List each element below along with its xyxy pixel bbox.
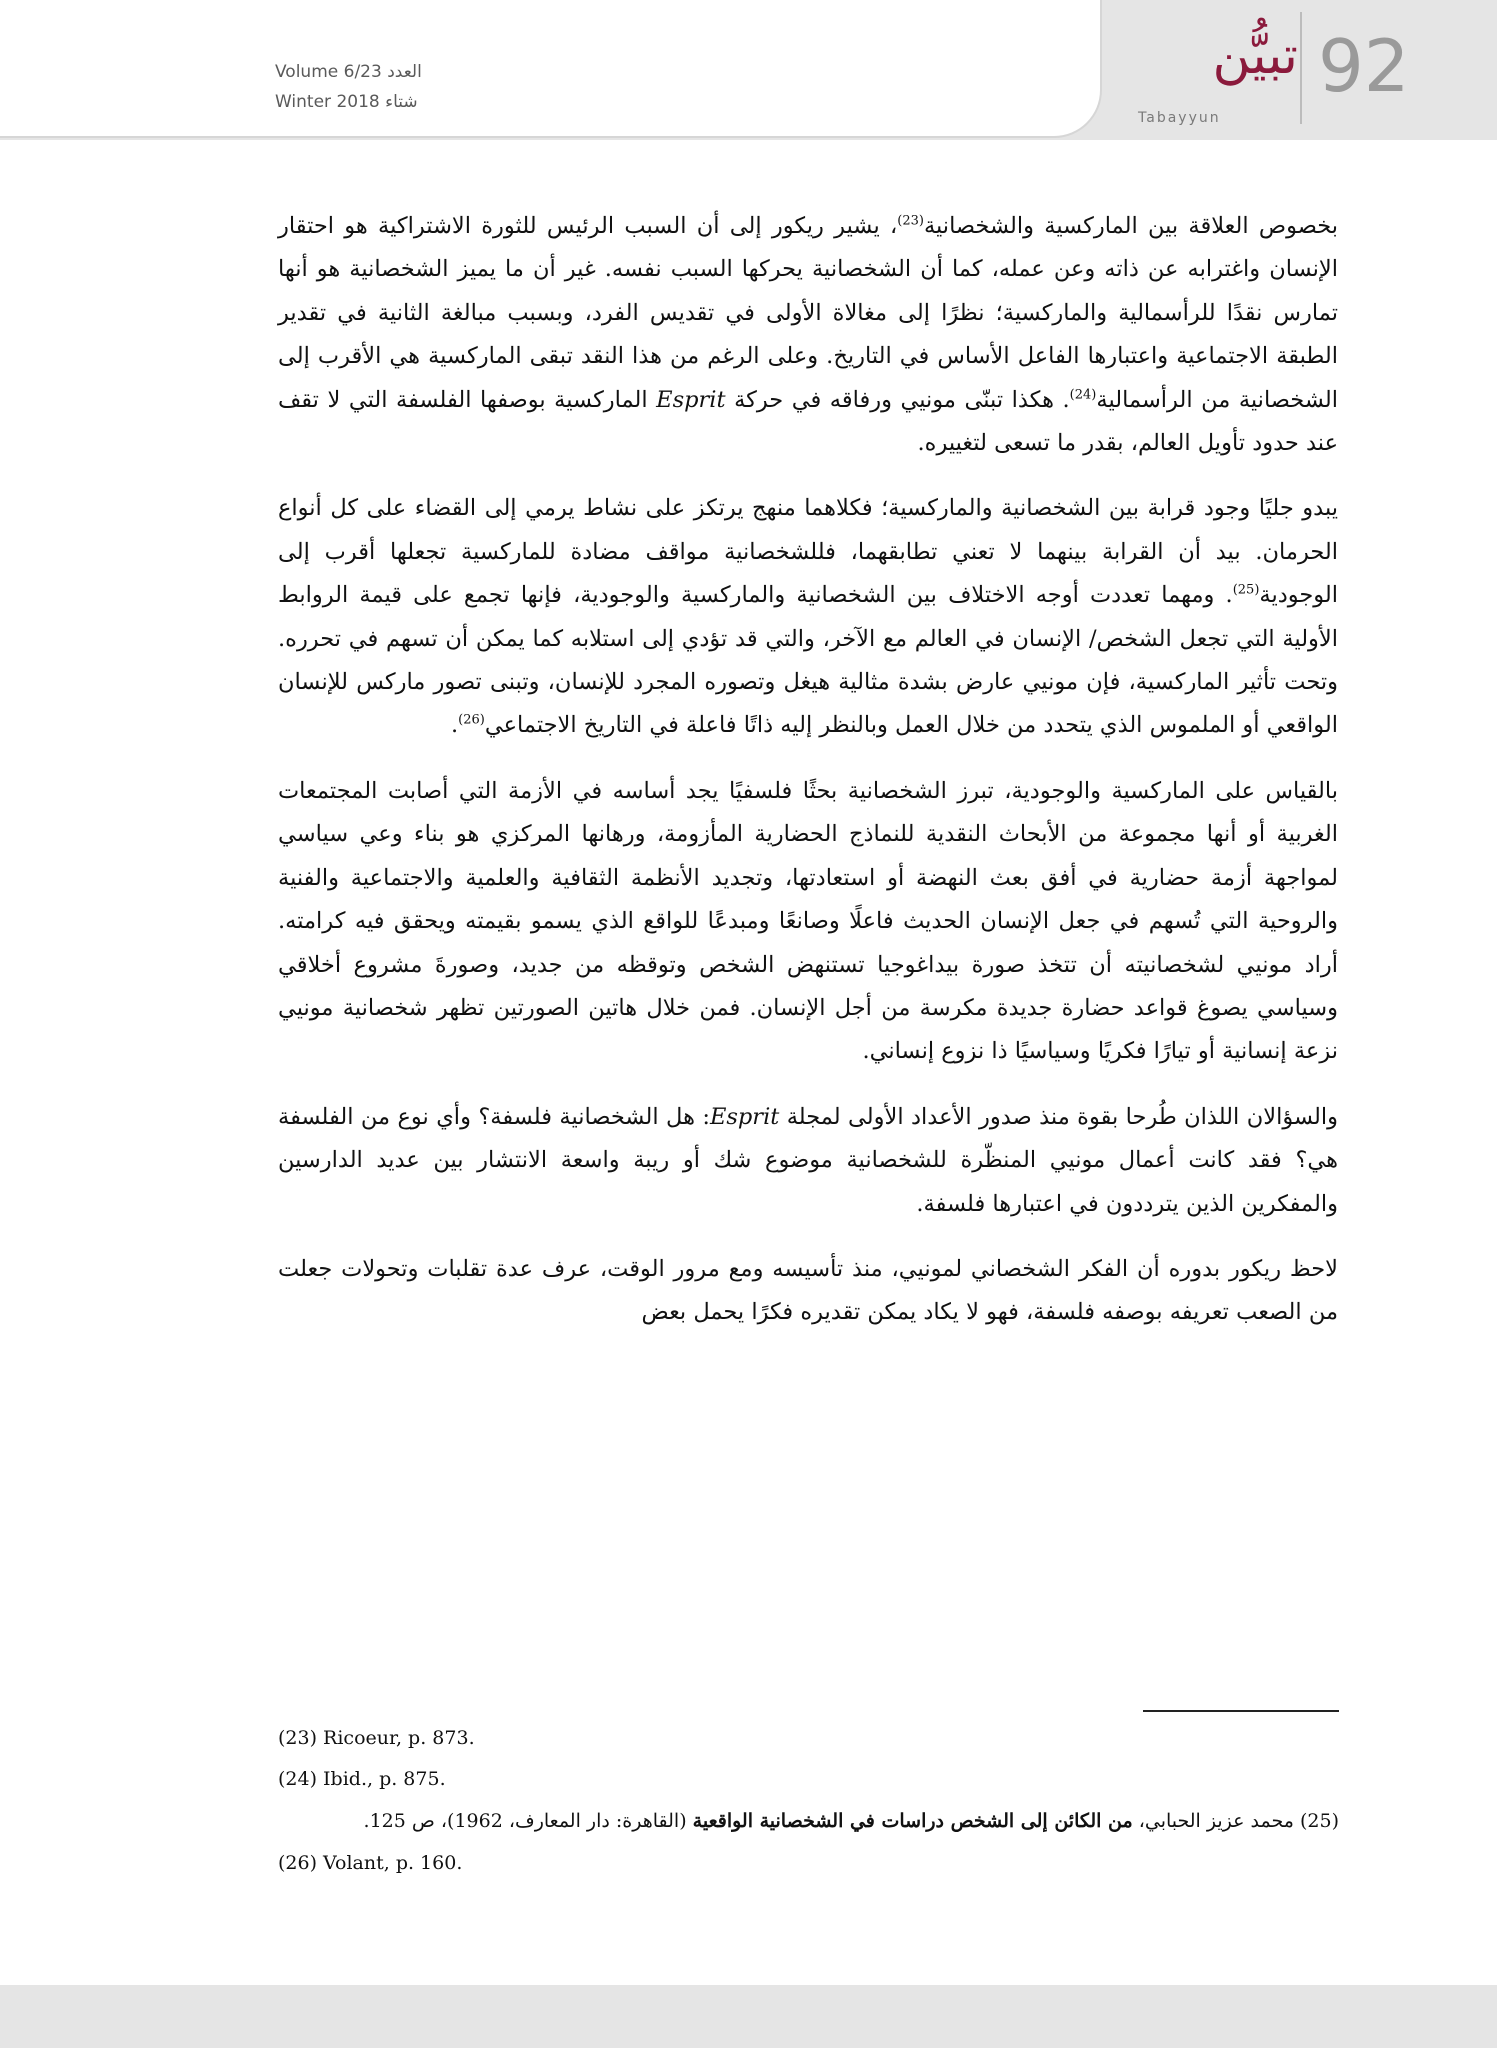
paragraph-3: بالقياس على الماركسية والوجودية، تبرز الشخصانية بحثًا فلسفيًا يجد أساسه في الأزمة التي أصابت المجتمعات الغربية أو أنها مجموعة من الأبحاث النقدية للنماذج الحضارية المأزومة، ورهانها المركزي هو بناء وعي سياسي لمواجهة أزمة حضارية في أفق بعث النهضة أو استعادتها، وتجديد الأنظمة الثقافية والعلمية والاجتماعية والفنية والروحية التي تُسهم في جعل الإنسان الحديث فاعلًا وصانعًا ومبدعًا للواقع الذي يسمو بقيمته ويحقق فيه كرامته. أراد مونيي لشخصانيته أن تتخذ صورة بيداغوجيا تستنهض الشخص وتوقظه من جديد، وصورةَ مشروع أخلاقي وسياسي يصوغ قواعد حضارة جديدة مكرسة من أجل الإنسان. فمن خلال هاتين الصورتين تظهر شخصانية مونيي نزعة إنسانية أو تيارًا فكريًا وسياسيًا ذا نزوع إنساني.	[278, 777, 1338, 1065]
footnote-25: (25) محمد عزيز الحبابي، من الكائن إلى الشخص دراسات في الشخصانية الواقعية (القاهرة: دار المعارف، 1962)، ص 125.	[363, 1810, 1339, 1832]
footnote-ref-24[interactable]: (24)	[1069, 387, 1097, 403]
footnote-24: (24) Ibid., p. 875.	[278, 1768, 446, 1790]
footnote-26: (26) Volant, p. 160.	[278, 1852, 463, 1874]
issue-volume: Volume 6/23 العدد	[275, 62, 422, 82]
footnote-ref-26[interactable]: (26)	[458, 712, 485, 728]
footnote-25-title: من الكائن إلى الشخص دراسات في الشخصانية الواقعية	[692, 1810, 1133, 1832]
footnote-rule	[1143, 1710, 1339, 1712]
issue-season: Winter 2018 شتاء	[275, 92, 418, 112]
logo-latin-text: Tabayyun	[1138, 110, 1221, 126]
logo-arabic-text: تبيُّن	[1212, 26, 1298, 86]
footnote-ref-23[interactable]: (23)	[897, 213, 924, 229]
journal-logo	[1128, 26, 1298, 130]
header-card	[0, 0, 1102, 138]
article-body	[278, 205, 1338, 1357]
footer-band	[0, 1985, 1497, 2048]
paragraph-2: يبدو جليًا وجود قرابة بين الشخصانية والماركسية؛ فكلاهما منهج يرتكز على نشاط يرمي إلى القضاء على كل أنواع الحرمان. بيد أن القرابة بينهما لا تعني تطابقهما، فللشخصانية مواقف مضادة للماركسية تجعلها أقرب إلى الوجودية$^{(25)}$. ومهما تعددت أوجه الاختلاف بين الشخصانية والماركسية والوجودية، فإنها تجمع على قيمة الروابط الأولية التي تجعل الشخص/ الإنسان في العالم مع الآخر، والتي قد تؤدي إلى استلابه كما يمكن أن تسهم في تحرره. وتحت تأثير الماركسية، فإن مونيي عارض بشدة مثالية هيغل وتصوره المجرد للإنسان، وتبنى تصور ماركس للإنسان الواقعي أو الملموس الذي يتحدد من خلال العمل وبالنظر إليه ذاتًا فاعلة في التاريخ الاجتماعي$^{(26)}$.	[278, 495, 1338, 739]
paragraph-4: والسؤالان اللذان طُرحا بقوة منذ صدور الأعداد الأولى لمجلة Esprit: هل الشخصانية فلسفة؟ وأي نوع من الفلسفة هي؟ فقد كانت أعمال مونيي المنظّرة للشخصانية موضوع شك أو ريبة واسعة الانتشار بين عديد الدارسين والمفكرين الذين يترددون في اعتبارها فلسفة.	[278, 1103, 1338, 1217]
esprit-title: Esprit	[656, 386, 726, 413]
paragraph-5: لاحظ ريكور بدوره أن الفكر الشخصاني لمونيي، منذ تأسيسه ومع مرور الوقت، عرف عدة تقلبات وتحولات جعلت من الصعب تعريفه بوصفه فلسفة، فهو لا يكاد يمكن تقديره فكرًا يحمل بعض	[278, 1255, 1338, 1326]
page-number: 92	[1318, 24, 1410, 108]
footnote-ref-25[interactable]: (25)	[1232, 582, 1260, 598]
esprit-title: Esprit	[709, 1103, 780, 1130]
footnote-23: (23) Ricoeur, p. 873.	[278, 1727, 475, 1749]
paragraph-1: بخصوص العلاقة بين الماركسية والشخصانية$^{(23)}$، يشير ريكور إلى أن السبب الرئيس للثورة الاشتراكية هو احتقار الإنسان واغترابه عن ذاته وعن عمله، كما أن الشخصانية يحركها السبب نفسه. غير أن ما يميز الشخصانية هو أنها تمارس نقدًا للرأسمالية والماركسية؛ نظرًا إلى مغالاة الأولى في تقديس الفرد، وبسبب مبالغة الثانية في تقدير الطبقة الاجتماعية واعتبارها الفاعل الأساس في التاريخ. وعلى الرغم من هذا النقد تبقى الماركسية هي الأقرب إلى الشخصانية من الرأسمالية$^{(24)}$. هكذا تبنّى مونيي ورفاقه في حركة Esprit الماركسية بوصفها الفلسفة التي لا تقف عند حدود تأويل العالم، بقدر ما تسعى لتغييره.	[278, 213, 1339, 457]
header-divider	[1300, 12, 1302, 124]
